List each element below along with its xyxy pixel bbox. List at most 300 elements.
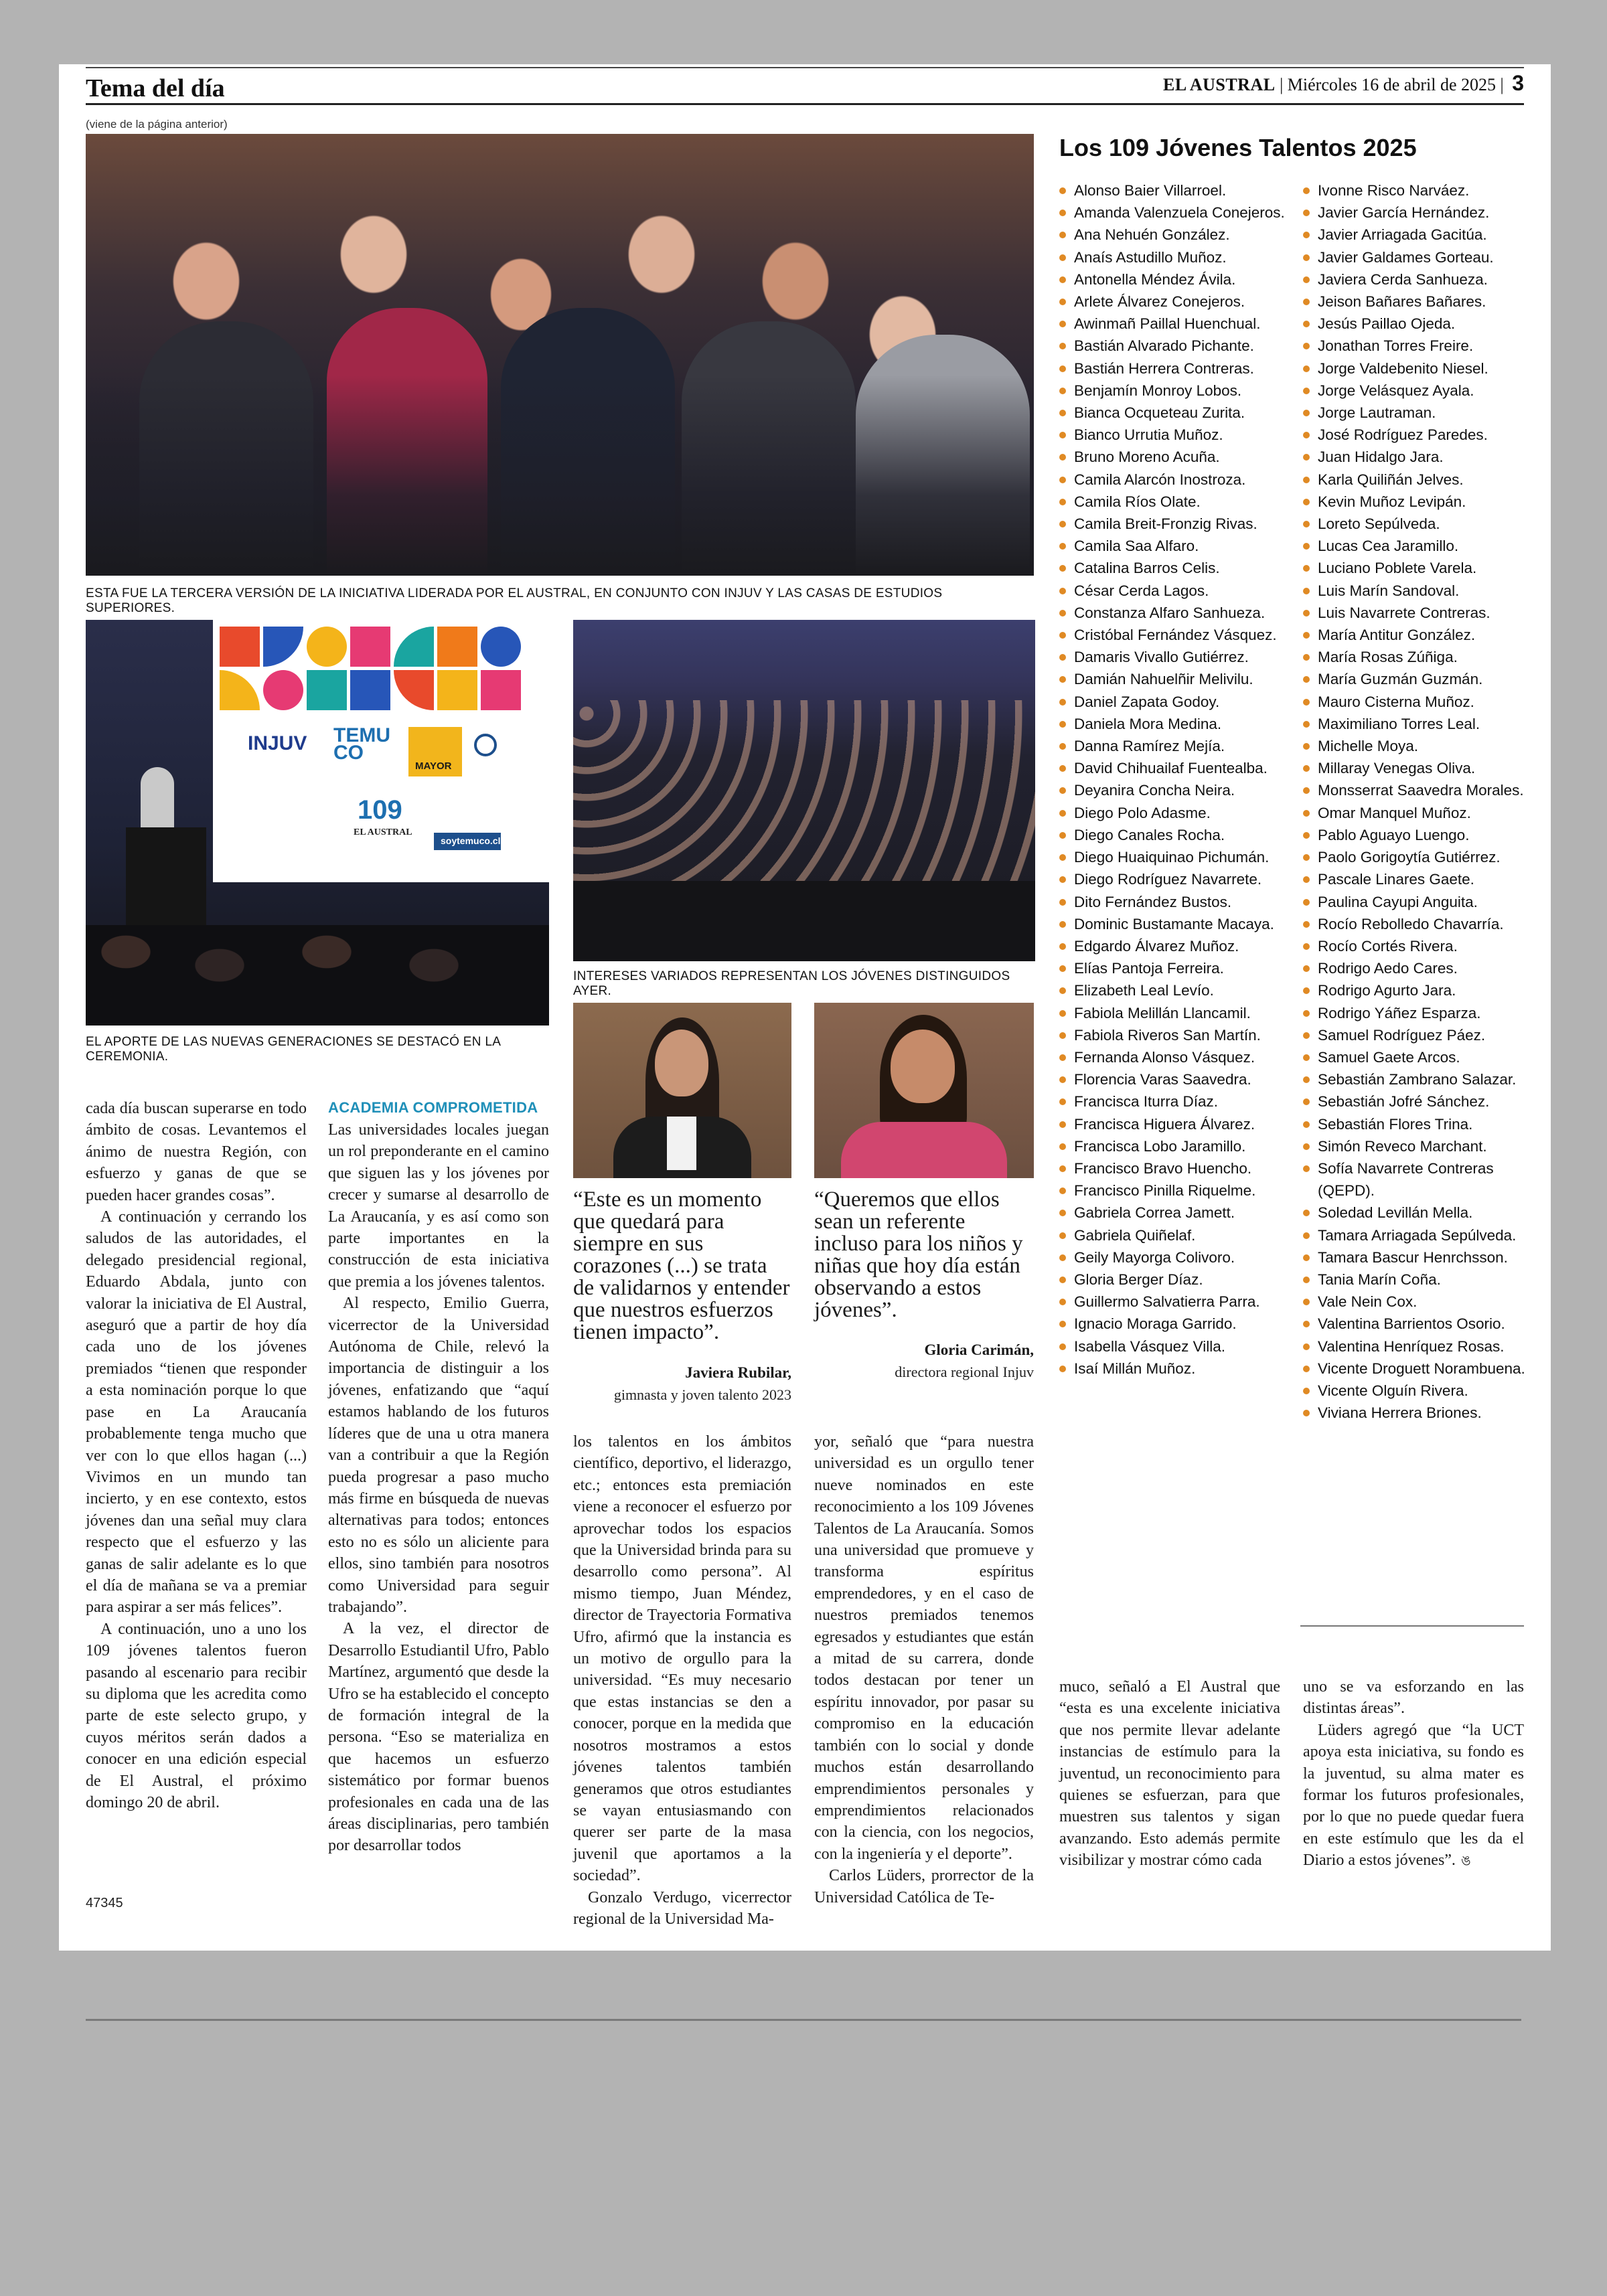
bullet-icon bbox=[1059, 676, 1066, 683]
talent-list-item bbox=[1303, 1268, 1527, 1291]
talent-list-item bbox=[1303, 469, 1527, 491]
paragraph-last bbox=[1303, 1720, 1524, 1872]
subhead-academia: ACADEMIA COMPROMETIDA bbox=[328, 1099, 538, 1116]
bullet-icon bbox=[1303, 299, 1310, 305]
talent-name: Florencia Varas Saavedra. bbox=[1074, 1071, 1251, 1088]
talent-name: Rodrigo Yáñez Esparza. bbox=[1318, 1004, 1481, 1021]
talent-list-item bbox=[1303, 1313, 1527, 1335]
bullet-icon bbox=[1303, 1343, 1310, 1350]
page-code: 47345 bbox=[86, 1896, 123, 1910]
talent-list-item bbox=[1059, 291, 1290, 313]
talent-list-item bbox=[1303, 446, 1527, 468]
bullet-icon bbox=[1303, 921, 1310, 928]
paragraph: A la vez, el director de Desarrollo Estudiantil Ufro, Pablo Martínez, argumentó que desde la Ufro se ha establecido el concepto de formación integral de la persona. “Eso se materializa en que hacemos un esfuerzo sistemático por formar buenos profesionales en cada una de las áreas disciplinarias, pero también por desarrollar todos bbox=[328, 1620, 549, 1855]
bullet-icon bbox=[1303, 1366, 1310, 1372]
bullet-icon bbox=[1303, 1254, 1310, 1261]
talent-name: Luciano Poblete Varela. bbox=[1318, 560, 1477, 577]
bullet-icon bbox=[1059, 477, 1066, 483]
bullet-icon bbox=[1059, 1210, 1066, 1216]
talent-list-item bbox=[1059, 1246, 1290, 1268]
bullet-icon bbox=[1303, 699, 1310, 706]
bullet-icon bbox=[1303, 654, 1310, 661]
bullet-icon bbox=[1059, 1321, 1066, 1327]
bullet-icon bbox=[1303, 565, 1310, 572]
talent-name: Gabriela Quiñelaf. bbox=[1074, 1226, 1196, 1244]
talent-list-item bbox=[1303, 424, 1527, 446]
masthead-brand: EL AUSTRAL bbox=[1163, 75, 1276, 94]
talent-name: Edgardo Álvarez Muñoz. bbox=[1074, 937, 1239, 955]
section-title: Tema del día bbox=[86, 74, 225, 102]
bullet-icon bbox=[1059, 1277, 1066, 1283]
bullet-icon bbox=[1059, 632, 1066, 639]
talent-name: Diego Polo Adasme. bbox=[1074, 804, 1211, 821]
screen-tile bbox=[481, 670, 521, 710]
bullet-icon bbox=[1059, 232, 1066, 238]
talent-list-item bbox=[1303, 513, 1527, 535]
talent-name: Javiera Cerda Sanhueza. bbox=[1318, 270, 1488, 288]
talent-name: Gabriela Correa Jamett. bbox=[1074, 1204, 1235, 1222]
bullet-icon bbox=[1059, 1010, 1066, 1017]
talent-name: David Chihuailaf Fuentealba. bbox=[1074, 760, 1268, 777]
talent-name: Amanda Valenzuela Conejeros. bbox=[1074, 204, 1285, 222]
talent-list-item bbox=[1059, 979, 1290, 1001]
talent-name: Fernanda Alonso Vásquez. bbox=[1074, 1048, 1255, 1066]
bullet-icon bbox=[1059, 1187, 1066, 1194]
article-column-6 bbox=[1303, 1676, 1524, 1872]
talent-list-item bbox=[1059, 1024, 1290, 1046]
talent-name: Rocío Cortés Rivera. bbox=[1318, 937, 1458, 955]
bullet-icon bbox=[1059, 1143, 1066, 1150]
talent-list-item bbox=[1059, 1135, 1290, 1157]
talent-name: Millaray Venegas Oliva. bbox=[1318, 760, 1476, 777]
header-bottom-rule bbox=[86, 103, 1524, 105]
bullet-icon bbox=[1303, 432, 1310, 438]
screen-tile bbox=[263, 670, 303, 710]
bullet-icon bbox=[1059, 321, 1066, 327]
talent-list-item bbox=[1303, 491, 1527, 513]
screen-tile bbox=[350, 627, 390, 667]
talent-name: Jorge Valdebenito Niesel. bbox=[1318, 359, 1488, 377]
stage-photo-caption: EL APORTE DE LAS NUEVAS GENERACIONES SE DESTACÓ EN LA CEREMONIA. bbox=[86, 1035, 501, 1064]
bullet-icon bbox=[1303, 477, 1310, 483]
talent-list-item bbox=[1303, 891, 1527, 913]
talent-name: Benjamín Monroy Lobos. bbox=[1074, 382, 1242, 399]
bullet-icon bbox=[1303, 499, 1310, 505]
talent-list-item bbox=[1059, 913, 1290, 935]
talent-name: Francisca Lobo Jaramillo. bbox=[1074, 1137, 1246, 1155]
talent-list-item bbox=[1303, 1402, 1527, 1424]
talent-name: Paolo Gorigoytía Gutiérrez. bbox=[1318, 849, 1501, 866]
bullet-icon bbox=[1303, 232, 1310, 238]
talent-name: Jorge Lautraman. bbox=[1318, 404, 1436, 422]
talents-list-column-2 bbox=[1303, 179, 1527, 1424]
talent-list-item bbox=[1059, 469, 1290, 491]
audience-photo-caption: INTERESES VARIADOS REPRESENTAN LOS JÓVENES DISTINGUIDOS AYER. bbox=[573, 969, 1010, 998]
paragraph: yor, señaló que “para nuestra universidad es un orgullo tener nueve nominados en este reconocimiento a los 109 Jóvenes Talentos de La Araucanía. Somos una universidad que promueve y transforma espíritus emprendedores, y en el caso de nuestros premiados tenemos egresados y estudiantes que están a mitad de su carrera, donde todos destacan por tener un espíritu innovador, por pasar su compromiso en la educación también con lo social y donde muchos están desarrollando emprendimientos personales y emprendimientos relacionados con la ciencia, con los negocios, con la ingeniería y el deporte”. bbox=[814, 1433, 1034, 1863]
bullet-icon bbox=[1303, 1210, 1310, 1216]
continued-note: (viene de la página anterior) bbox=[86, 118, 228, 131]
temuco-logo: TEMU CO bbox=[333, 724, 390, 764]
talent-name: Samuel Rodríguez Páez. bbox=[1318, 1026, 1486, 1044]
talent-list-item bbox=[1059, 1179, 1290, 1202]
bullet-icon bbox=[1059, 965, 1066, 972]
bullet-icon bbox=[1303, 943, 1310, 950]
bullet-icon bbox=[1059, 610, 1066, 617]
paragraph: Gonzalo Verdugo, vicerrector regional de la Universidad Ma- bbox=[573, 1888, 791, 1928]
talent-list-item bbox=[1059, 1157, 1290, 1179]
talent-list-item bbox=[1303, 1024, 1527, 1046]
bullet-icon bbox=[1303, 899, 1310, 906]
talent-list-item bbox=[1059, 779, 1290, 801]
talent-list-item bbox=[1303, 691, 1527, 713]
bullet-icon bbox=[1303, 588, 1310, 594]
screen-tile bbox=[220, 670, 260, 710]
bullet-icon bbox=[1059, 743, 1066, 750]
speaker-figure bbox=[141, 767, 174, 834]
paragraph: Las universidades locales juegan un rol preponderante en el camino que siguen las y los jóvenes por crecer y sumarse al desarrollo de La Araucanía, y es así como son parte importantes en la construcción de esta iniciativa que premia a los jóvenes talentos. bbox=[328, 1121, 549, 1291]
talent-list-item bbox=[1059, 802, 1290, 824]
bullet-icon bbox=[1303, 1032, 1310, 1039]
talent-list-item bbox=[1059, 1268, 1290, 1291]
talent-list-item bbox=[1059, 557, 1290, 579]
talent-list-item bbox=[1303, 1046, 1527, 1068]
bullet-icon bbox=[1303, 343, 1310, 349]
footer-rule bbox=[86, 2019, 1521, 2021]
bullet-icon bbox=[1059, 810, 1066, 817]
screen-tile bbox=[437, 670, 477, 710]
talent-list-item bbox=[1303, 802, 1527, 824]
bullet-icon bbox=[1303, 632, 1310, 639]
talent-name: Danna Ramírez Mejía. bbox=[1074, 738, 1225, 755]
talent-name: Deyanira Concha Neira. bbox=[1074, 782, 1235, 799]
bullet-icon bbox=[1059, 654, 1066, 661]
talent-name: Sofía Navarrete Contreras (QEPD). bbox=[1318, 1159, 1494, 1200]
talent-list-item bbox=[1059, 580, 1290, 602]
uct-logo-icon bbox=[474, 734, 497, 756]
bullet-icon bbox=[1303, 1165, 1310, 1172]
talent-name: Camila Saa Alfaro. bbox=[1074, 538, 1199, 555]
talent-list-item bbox=[1303, 1068, 1527, 1090]
stage-crowd bbox=[86, 925, 549, 1026]
talent-list-item bbox=[1303, 824, 1527, 846]
screen-tile bbox=[437, 627, 477, 667]
talent-name: Mauro Cisterna Muñoz. bbox=[1318, 693, 1474, 710]
talent-list-item bbox=[1059, 713, 1290, 735]
talent-name: Geily Mayorga Colivoro. bbox=[1074, 1248, 1235, 1266]
screen-tile bbox=[307, 627, 347, 667]
screen-tile bbox=[307, 670, 347, 710]
bullet-icon bbox=[1303, 276, 1310, 283]
paragraph: los talentos en los ámbitos científico, deportivo, el liderazgo, etc.; entonces esta premiación viene a reconocer el esfuerzo por aprovechar todos los espacios que la Universidad brinda para su desarrollo como persona”. Al mismo tiempo, Juan Méndez, director de Trayectoria Formativa Ufro, afirmó que la instancia es un motivo de orgullo para la universidad. “Es muy necesario que estas instancias se den a conocer, porque en la medida que nosotros mostramos a estos jóvenes talentos también generamos que otros estudiantes se vayan entusiasmando con querer ser parte de la masa juvenil que aportamos a la sociedad”. bbox=[573, 1433, 791, 1885]
talent-list-item bbox=[1059, 846, 1290, 868]
talent-list-item bbox=[1303, 179, 1527, 201]
talent-list-item bbox=[1059, 602, 1290, 624]
talent-list-item bbox=[1059, 1224, 1290, 1246]
bullet-icon bbox=[1059, 521, 1066, 527]
main-photo-caption: ESTA FUE LA TERCERA VERSIÓN DE LA INICIATIVA LIDERADA POR EL AUSTRAL, EN CONJUNTO CON INJUV Y LAS CASAS DE ESTUDIOS SUPERIORES. bbox=[86, 586, 943, 615]
talent-list-item bbox=[1303, 380, 1527, 402]
talent-name: Rocío Rebolledo Chavarría. bbox=[1318, 915, 1504, 932]
talent-name: Vale Nein Cox. bbox=[1318, 1293, 1418, 1311]
article-column-3 bbox=[573, 1431, 791, 1930]
talent-list-item bbox=[1303, 268, 1527, 291]
bullet-icon bbox=[1303, 1010, 1310, 1017]
injuv-logo: INJUV bbox=[248, 732, 307, 754]
bullet-icon bbox=[1059, 1299, 1066, 1305]
bullet-icon bbox=[1303, 854, 1310, 861]
stage-photo bbox=[86, 620, 549, 1026]
screen-brand: EL AUSTRAL bbox=[354, 827, 412, 837]
masthead: EL AUSTRAL | Miércoles 16 de abril de 2025 | 3 bbox=[1163, 71, 1524, 95]
talent-name: Luis Navarrete Contreras. bbox=[1318, 604, 1490, 621]
talent-list-item bbox=[1059, 824, 1290, 846]
talent-name: Jesús Paillao Ojeda. bbox=[1318, 315, 1456, 333]
talent-list-item bbox=[1303, 1291, 1527, 1313]
talent-name: Bastián Alvarado Pichante. bbox=[1074, 337, 1254, 355]
bullet-icon bbox=[1303, 388, 1310, 394]
talent-list-item bbox=[1303, 1335, 1527, 1358]
bullet-icon bbox=[1059, 365, 1066, 372]
talent-list-item bbox=[1303, 1002, 1527, 1024]
bullet-icon bbox=[1303, 765, 1310, 772]
talent-list-item bbox=[1303, 535, 1527, 557]
bullet-icon bbox=[1059, 210, 1066, 216]
bullet-icon bbox=[1059, 832, 1066, 839]
talent-name: Jonathan Torres Freire. bbox=[1318, 337, 1474, 355]
talent-name: Francisca Iturra Díaz. bbox=[1074, 1093, 1219, 1111]
bullet-icon bbox=[1303, 1098, 1310, 1105]
talent-name: Juan Hidalgo Jara. bbox=[1318, 448, 1444, 466]
talent-name: Jeison Bañares Bañares. bbox=[1318, 293, 1486, 311]
screen-tile bbox=[481, 627, 521, 667]
talent-name: Lucas Cea Jaramillo. bbox=[1318, 538, 1459, 555]
bullet-icon bbox=[1303, 721, 1310, 728]
talent-list-item bbox=[1059, 268, 1290, 291]
bullet-icon bbox=[1059, 299, 1066, 305]
bullet-icon bbox=[1303, 187, 1310, 194]
talent-name: Francisco Pinilla Riquelme. bbox=[1074, 1182, 1256, 1200]
talent-list-item bbox=[1303, 868, 1527, 890]
stage-screen bbox=[213, 620, 549, 882]
bullet-icon bbox=[1059, 543, 1066, 550]
talent-name: Valentina Barrientos Osorio. bbox=[1318, 1315, 1505, 1333]
bullet-icon bbox=[1059, 432, 1066, 438]
talent-list-item bbox=[1059, 891, 1290, 913]
talent-list-item bbox=[1303, 1157, 1527, 1202]
talent-name: Vicente Olguín Rivera. bbox=[1318, 1382, 1468, 1399]
talent-list-item bbox=[1303, 1380, 1527, 1402]
bullet-icon bbox=[1303, 410, 1310, 416]
bullet-icon bbox=[1303, 810, 1310, 817]
article-column-4 bbox=[814, 1431, 1034, 1908]
talent-list-item bbox=[1303, 757, 1527, 779]
talent-list-item bbox=[1303, 1358, 1527, 1380]
talent-list-item bbox=[1059, 691, 1290, 713]
screen-tile bbox=[263, 627, 303, 667]
bullet-icon bbox=[1059, 765, 1066, 772]
talent-name: Daniel Zapata Godoy. bbox=[1074, 693, 1220, 710]
talent-name: Camila Ríos Olate. bbox=[1074, 493, 1201, 510]
portrait-javiera-rubilar bbox=[573, 1003, 791, 1178]
talent-list-item bbox=[1303, 291, 1527, 313]
talent-list-item bbox=[1059, 1002, 1290, 1024]
bullet-icon bbox=[1059, 787, 1066, 794]
talent-name: Samuel Gaete Arcos. bbox=[1318, 1048, 1460, 1066]
talent-name: Javier Galdames Gorteau. bbox=[1318, 248, 1494, 266]
talent-list-item bbox=[1059, 1335, 1290, 1358]
bullet-icon bbox=[1303, 1232, 1310, 1239]
photo-shadow bbox=[86, 375, 1034, 576]
talent-name: Alonso Baier Villarroel. bbox=[1074, 182, 1227, 199]
talent-list-item bbox=[1059, 201, 1290, 224]
bullet-icon bbox=[1303, 254, 1310, 261]
talent-name: Dominic Bustamante Macaya. bbox=[1074, 915, 1274, 932]
talent-list-item bbox=[1303, 1113, 1527, 1135]
talent-name: Francisco Bravo Huencho. bbox=[1074, 1159, 1252, 1177]
bullet-icon bbox=[1059, 943, 1066, 950]
bullet-icon bbox=[1303, 1143, 1310, 1150]
talent-list-item bbox=[1303, 557, 1527, 579]
talent-name: Isaí Millán Muñoz. bbox=[1074, 1360, 1196, 1377]
bullet-icon bbox=[1303, 210, 1310, 216]
talent-name: Ignacio Moraga Garrido. bbox=[1074, 1315, 1237, 1333]
talent-name: Sebastián Zambrano Salazar. bbox=[1318, 1071, 1517, 1088]
talent-name: Loreto Sepúlveda. bbox=[1318, 515, 1440, 533]
talent-name: Tamara Arriagada Sepúlveda. bbox=[1318, 1226, 1517, 1244]
talent-name: Antonella Méndez Ávila. bbox=[1074, 270, 1236, 288]
bullet-icon bbox=[1303, 1388, 1310, 1394]
talent-list-item bbox=[1059, 1291, 1290, 1313]
talent-name: Diego Canales Rocha. bbox=[1074, 826, 1225, 843]
bullet-icon bbox=[1059, 187, 1066, 194]
talent-name: Michelle Moya. bbox=[1318, 738, 1419, 755]
talent-name: Luis Marín Sandoval. bbox=[1318, 582, 1460, 599]
talent-list-item bbox=[1303, 201, 1527, 224]
talent-list-item bbox=[1059, 868, 1290, 890]
talent-name: Fabiola Melillán Llancamil. bbox=[1074, 1004, 1251, 1021]
talent-name: Rodrigo Aedo Cares. bbox=[1318, 960, 1458, 977]
bullet-icon bbox=[1303, 676, 1310, 683]
screen-tile bbox=[350, 670, 390, 710]
paragraph: cada día buscan superarse en todo ámbito de cosas. Levantemos el ánimo de nuestra Región, con esfuerzo y ganas de que se pueden hacer grandes cosas”. bbox=[86, 1100, 307, 1204]
talent-name: Bastián Herrera Contreras. bbox=[1074, 359, 1254, 377]
talent-list-item bbox=[1303, 624, 1527, 646]
talent-list-item bbox=[1303, 957, 1527, 979]
talent-list-item bbox=[1059, 1202, 1290, 1224]
talents-list-column-1 bbox=[1059, 179, 1290, 1380]
talent-name: Valentina Henríquez Rosas. bbox=[1318, 1337, 1505, 1355]
bullet-icon bbox=[1059, 388, 1066, 394]
talent-name: Soledad Levillán Mella. bbox=[1318, 1204, 1473, 1222]
paragraph: Carlos Lüders, prorrector de la Universidad Católica de Te- bbox=[814, 1867, 1034, 1906]
talent-list-item bbox=[1059, 535, 1290, 557]
main-photo-audience-front-row bbox=[86, 134, 1034, 576]
talent-list-item bbox=[1059, 402, 1290, 424]
talent-name: Elías Pantoja Ferreira. bbox=[1074, 960, 1224, 977]
bullet-icon bbox=[1059, 276, 1066, 283]
talent-name: Damaris Vivallo Gutiérrez. bbox=[1074, 649, 1249, 666]
talent-name: Bianca Ocqueteau Zurita. bbox=[1074, 404, 1245, 422]
bullet-icon bbox=[1059, 343, 1066, 349]
talent-list-item bbox=[1303, 735, 1527, 757]
bullet-icon bbox=[1059, 921, 1066, 928]
screen-tile bbox=[394, 627, 434, 667]
talent-list-item bbox=[1303, 668, 1527, 690]
talent-name: Viviana Herrera Briones. bbox=[1318, 1404, 1482, 1422]
page-number: 3 bbox=[1512, 71, 1524, 95]
bullet-icon bbox=[1303, 1076, 1310, 1083]
bullet-icon bbox=[1059, 254, 1066, 261]
talent-list-item bbox=[1059, 1358, 1290, 1380]
bullet-icon bbox=[1303, 1121, 1310, 1128]
talent-name: Rodrigo Agurto Jara. bbox=[1318, 982, 1456, 999]
talent-name: Camila Alarcón Inostroza. bbox=[1074, 471, 1246, 488]
bullet-icon bbox=[1303, 454, 1310, 461]
talent-list-item bbox=[1059, 357, 1290, 380]
talent-list-item bbox=[1303, 602, 1527, 624]
quote-javiera-name: Javiera Rubilar, bbox=[685, 1364, 791, 1381]
paragraph: Al respecto, Emilio Guerra, vicerrector de la Universidad Autónoma de Chile, relevó la importancia de distinguir a los jóvenes, enfatizando que “aquí estamos hablando de los futuros líderes que de una u otra manera van a contribuir a que la Región pueda progresar a paso mucho más firme en búsqueda de nuevas alternativas para todos; entonces esto no es sólo un aliciente para ellos, sino también para nosotros como Universidad para seguir trabajando”. bbox=[328, 1295, 549, 1616]
bullet-icon bbox=[1059, 876, 1066, 883]
bullet-icon bbox=[1059, 854, 1066, 861]
bullet-icon bbox=[1059, 410, 1066, 416]
bullet-icon bbox=[1059, 899, 1066, 906]
audience-photo bbox=[573, 620, 1035, 961]
talent-name: Daniela Mora Medina. bbox=[1074, 715, 1222, 732]
bullet-icon bbox=[1059, 1343, 1066, 1350]
talent-name: Awinmañ Paillal Huenchual. bbox=[1074, 315, 1261, 333]
bullet-icon bbox=[1059, 1232, 1066, 1239]
bullet-icon bbox=[1059, 565, 1066, 572]
bullet-icon bbox=[1059, 1076, 1066, 1083]
bullet-icon bbox=[1059, 499, 1066, 505]
talent-name: Gloria Berger Díaz. bbox=[1074, 1270, 1203, 1288]
bullet-icon bbox=[1303, 521, 1310, 527]
talent-name: Monsserrat Saavedra Morales. bbox=[1318, 782, 1524, 799]
talent-list-item bbox=[1303, 713, 1527, 735]
talent-name: Anaís Astudillo Muñoz. bbox=[1074, 248, 1227, 266]
bullet-icon bbox=[1303, 543, 1310, 550]
bullet-icon bbox=[1059, 454, 1066, 461]
talent-list-item bbox=[1303, 357, 1527, 380]
bullet-icon bbox=[1059, 1032, 1066, 1039]
bullet-icon bbox=[1059, 699, 1066, 706]
article-column-5 bbox=[1059, 1676, 1280, 1872]
talent-list-item bbox=[1059, 246, 1290, 268]
talent-list-item bbox=[1303, 779, 1527, 801]
talent-name: Francisca Higuera Álvarez. bbox=[1074, 1115, 1255, 1133]
bullet-icon bbox=[1303, 1410, 1310, 1416]
talent-list-item bbox=[1303, 246, 1527, 268]
talent-name: Sebastián Jofré Sánchez. bbox=[1318, 1093, 1490, 1111]
talent-name: Diego Rodríguez Navarrete. bbox=[1074, 871, 1262, 888]
bullet-icon bbox=[1303, 1299, 1310, 1305]
talent-list-item bbox=[1303, 1090, 1527, 1113]
portrait-face bbox=[655, 1030, 708, 1096]
paragraph: A continuación y cerrando los saludos de las autoridades, el delegado presidencial regional, Eduardo Abdala, junto con valorar la iniciativa de El Austral, aseguró que a partir de hoy día cada uno de los jóvenes premiados “tienen que responder a esta nominación porque lo que pase en La Araucanía probablemente tenga mucho que ver con lo que ellos hagan (...) Vivimos en un mundo tan incierto, y en ese contexto, estos jóvenes dan una señal muy clara respecto que el esfuerzo y las ganas de salir adelante es lo que el día de mañana se va a premiar para aspirar a ser más felices”. bbox=[86, 1208, 307, 1617]
talent-list-item bbox=[1059, 1313, 1290, 1335]
bullet-icon bbox=[1303, 965, 1310, 972]
talent-list-item bbox=[1303, 580, 1527, 602]
bullet-icon bbox=[1303, 365, 1310, 372]
bullet-icon bbox=[1303, 1321, 1310, 1327]
talent-name: Ivonne Risco Narváez. bbox=[1318, 182, 1470, 199]
talent-list-item bbox=[1303, 1224, 1527, 1246]
talent-name: Sebastián Flores Trina. bbox=[1318, 1115, 1473, 1133]
portrait-body bbox=[841, 1122, 1007, 1178]
talent-name: Karla Quiliñán Jelves. bbox=[1318, 471, 1464, 488]
talent-list-item bbox=[1059, 446, 1290, 468]
